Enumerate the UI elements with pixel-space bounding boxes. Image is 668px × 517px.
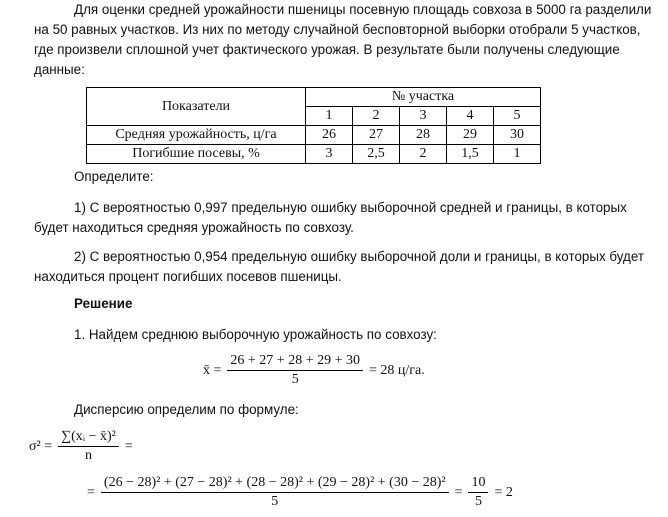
variance-calc-numerator: (26 − 28)² + (27 − 28)² + (28 − 28)² + (29 − 28)² + (30 − 28)² (101, 474, 449, 493)
step-1: 1. Найдем среднюю выборочную урожайность по совхозу: (74, 327, 437, 342)
table-column-header: 5 (494, 107, 541, 126)
determine-label: Определите: (74, 169, 154, 184)
data-table (86, 87, 541, 164)
mean-lhs: x̄ = (203, 362, 222, 378)
variance-formula (26, 428, 136, 465)
task-2: 2) С вероятностью 0,954 предельную ошибку выборочной доли и границы, в которых будет находиться процент погибших посевов пшеницы. (34, 249, 644, 284)
variance-intro: Дисперсию определим по формуле: (74, 402, 299, 417)
table-cell: 1,5 (447, 145, 494, 164)
table-row (87, 145, 541, 164)
table-cell: 1 (494, 145, 541, 164)
mean-fraction (227, 352, 363, 389)
variance-calc-denominator: 5 (271, 494, 279, 509)
table-cell: 2 (400, 145, 447, 164)
variance-numerator: ∑(xᵢ − x̄)² (58, 428, 119, 447)
variance-calc-frac2-numerator: 10 (468, 474, 488, 493)
variance-calc-eq: = (454, 484, 463, 500)
variance-calc-fraction-2 (468, 474, 488, 511)
table-cell: 26 (306, 126, 353, 145)
table-column-header: 4 (447, 107, 494, 126)
mean-denominator: 5 (291, 372, 299, 387)
table-cell: 2,5 (353, 145, 400, 164)
variance-fraction (58, 428, 119, 465)
task-1: 1) С вероятностью 0,997 предельную ошибку выборочной средней и границы, в которых будет находиться средняя урожайность по совхозу. (34, 200, 627, 235)
table-column-header: 2 (353, 107, 400, 126)
table-row (87, 126, 541, 145)
table-cell: 29 (447, 126, 494, 145)
variance-calc-result: = 2 (494, 484, 513, 500)
variance-calc-lead: = (87, 484, 95, 500)
variance-calculation (84, 474, 516, 511)
variance-tail: = (124, 438, 133, 454)
table-cell: 28 (400, 126, 447, 145)
table-row-label: Средняя урожайность, ц/га (87, 126, 306, 145)
table-column-header: 3 (400, 107, 447, 126)
mean-result: = 28 ц/га. (369, 362, 425, 378)
mean-numerator: 26 + 27 + 28 + 29 + 30 (227, 352, 363, 371)
variance-lhs: σ² = (29, 438, 53, 454)
intro-paragraph: Для оценки средней урожайности пшеницы посевную площадь совхоза в 5000 га разделили на 50 равных участков. Из них по методу случайной бесповторной выборки отобрали 5 участков, где произвели сплошной учет фактического урожая. В результате были получены следующие данные: (34, 2, 652, 77)
table-row-label: Погибшие посевы, % (87, 145, 306, 164)
mean-formula (200, 352, 428, 389)
table-cell: 27 (353, 126, 400, 145)
table-cell: 30 (494, 126, 541, 145)
variance-calc-frac2-denominator: 5 (474, 494, 482, 509)
table-column-header: 1 (306, 107, 353, 126)
solution-title: Решение (74, 296, 133, 311)
table-header-label: Показатели (87, 88, 306, 126)
variance-denominator: n (84, 448, 92, 463)
variance-calc-fraction (101, 474, 449, 511)
table-header-group: № участка (306, 88, 541, 107)
table-cell: 3 (306, 145, 353, 164)
